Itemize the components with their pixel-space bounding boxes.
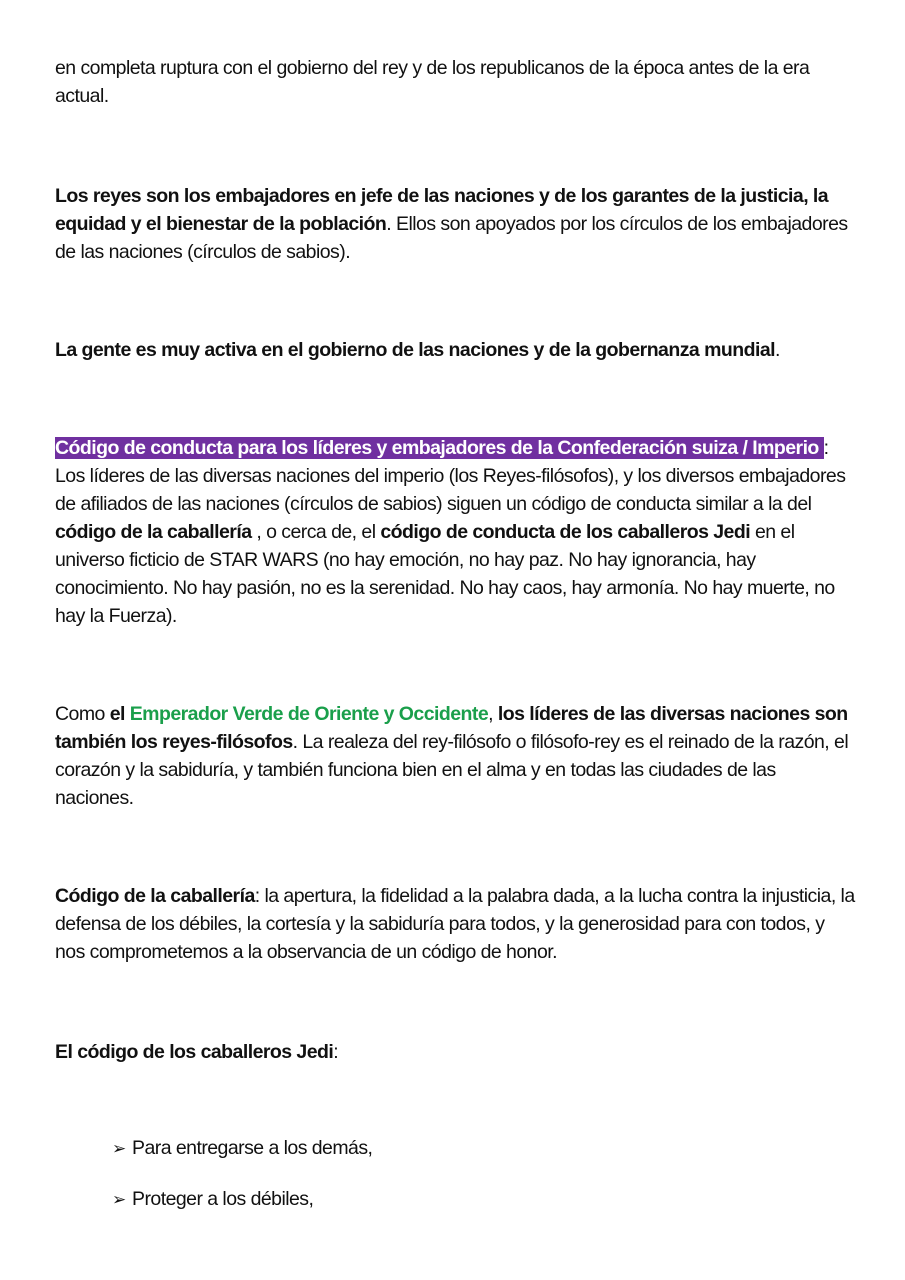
list-item xyxy=(112,1185,313,1214)
bold-statement: los líderes de las diversas naciones son también los reyes-filósofos xyxy=(55,703,848,753)
bold-heading: El código de los caballeros Jedi xyxy=(55,1041,334,1063)
bold-term: Código de la caballería xyxy=(55,885,255,907)
paragraph-jedi-heading xyxy=(55,1038,855,1066)
bold-statement: Los reyes son los embajadores en jefe de las naciones y de los garantes de la justicia, la equidad y el bienestar de la población xyxy=(55,185,829,235)
paragraph-text: . Ellos son apoyados por los círculos de los embajadores de las naciones (círculos de sabios). xyxy=(55,213,848,263)
list-item-text: Para entregarse a los demás, xyxy=(132,1137,373,1159)
arrow-bullet-icon: ➢ xyxy=(112,1190,126,1209)
paragraph-text: , xyxy=(488,703,498,725)
paragraph-text: : la apertura, la fidelidad a la palabra dada, a la lucha contra la injusticia, la defensa de los débiles, la cortesía y la sabiduría para todos, y la generosidad para con todos, y nos comprometemos a la observancia de un código de honor. xyxy=(55,885,855,963)
list-item xyxy=(112,1134,372,1163)
paragraph-reyes xyxy=(55,182,855,266)
bold-term-jedi: código de conducta de los caballeros Jedi xyxy=(380,521,751,543)
paragraph-text: en el universo ficticio de STAR WARS (no hay emoción, no hay paz. No hay ignorancia, hay conocimiento. No hay pasión, no es la serenidad. No hay caos, hay armonía. No hay muerte, no hay la Fuerza). xyxy=(55,521,835,627)
paragraph-gente xyxy=(55,336,855,364)
arrow-bullet-icon: ➢ xyxy=(112,1139,126,1158)
paragraph-text: Como xyxy=(55,703,110,725)
paragraph-text: : xyxy=(333,1041,339,1063)
paragraph-text: . xyxy=(774,339,780,361)
paragraph-codigo-caballeria xyxy=(55,882,855,966)
bold-statement: La gente es muy activa en el gobierno de las naciones y de la gobernanza mundial xyxy=(55,339,775,361)
paragraph-codigo-conducta xyxy=(55,434,855,630)
paragraph-text: en completa ruptura con el gobierno del rey y de los republicanos de la época antes de la era actual. xyxy=(55,57,810,107)
bold-article: el xyxy=(109,703,130,725)
paragraph-text: , o cerca de, el xyxy=(251,521,381,543)
green-emperor-name: Emperador Verde de Oriente y Occidente xyxy=(129,703,489,725)
paragraph-text: : Los líderes de las diversas naciones del imperio (los Reyes-filósofos), y los diversos embajadores de afiliados de las naciones (círculos de sabios) siguen un código de conducta similar a la del xyxy=(55,437,846,515)
paragraph-emperador xyxy=(55,700,855,812)
list-item-text: Proteger a los débiles, xyxy=(132,1188,314,1210)
paragraph-text: . La realeza del rey-filósofo o filósofo-rey es el reinado de la razón, el corazón y la sabiduría, y también funciona bien en el alma y en todas las ciudades de las naciones. xyxy=(55,731,849,809)
bold-term-caballeria: código de la caballería xyxy=(55,521,252,543)
highlighted-heading: Código de conducta para los líderes y embajadores de la Confederación suiza / Imperio xyxy=(55,437,824,459)
paragraph-ruptura xyxy=(55,54,855,110)
